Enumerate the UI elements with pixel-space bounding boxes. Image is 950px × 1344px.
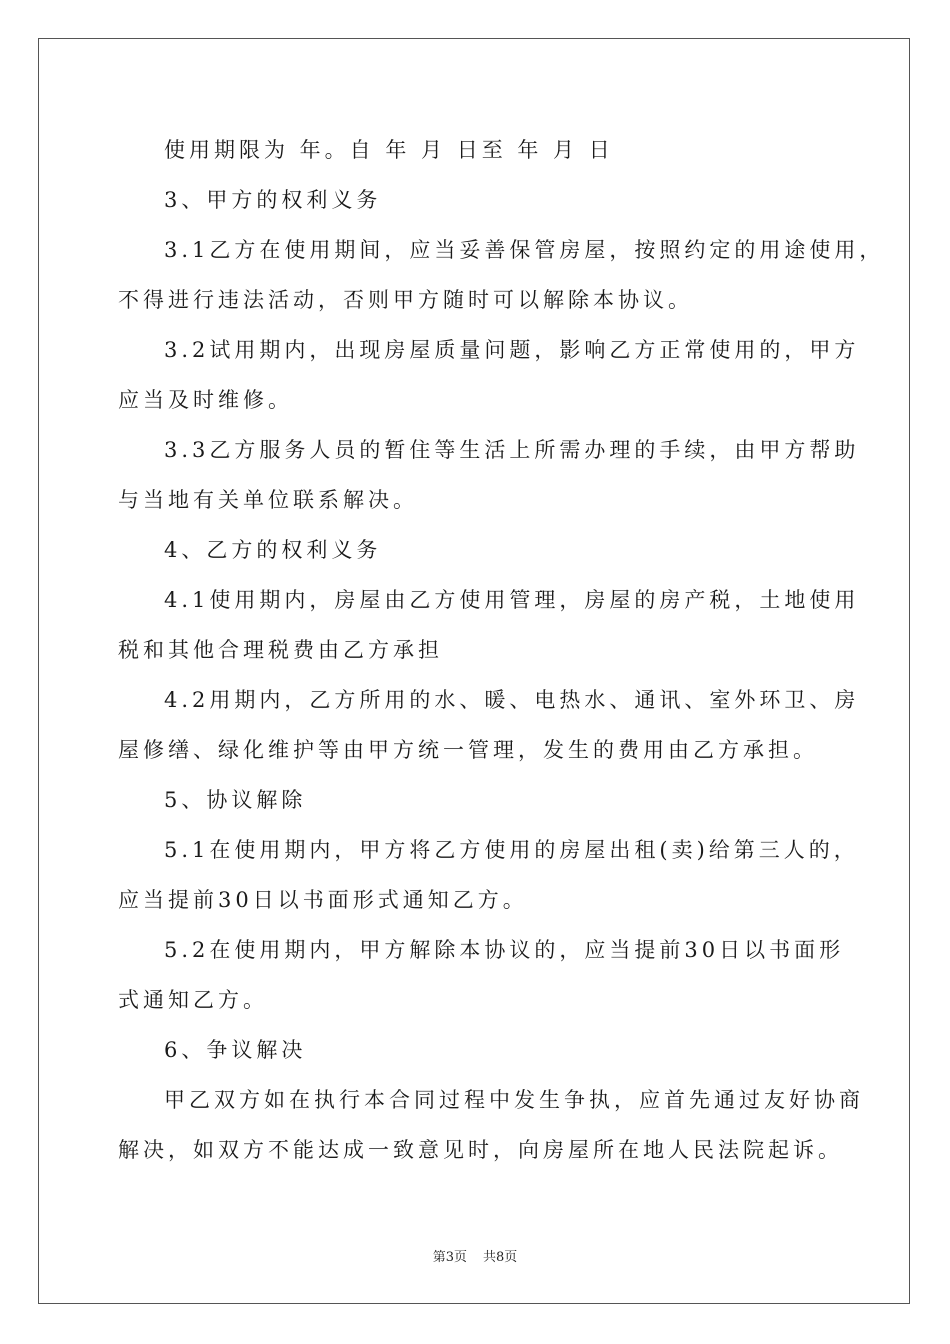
- document-line: 使用期限为 年。自 年 月 日至 年 月 日: [164, 138, 614, 162]
- document-line: 甲乙双方如在执行本合同过程中发生争执，应首先通过友好协商: [164, 1088, 864, 1112]
- document-line: 应当提前30日以书面形式通知乙方。: [118, 888, 528, 912]
- document-line: 屋修缮、绿化维护等由甲方统一管理，发生的费用由乙方承担。: [118, 738, 818, 762]
- page-footer: [0, 1246, 950, 1265]
- document-line: 5、协议解除: [164, 788, 307, 812]
- document-line: 4.1使用期内，房屋由乙方使用管理，房屋的房产税，土地使用: [164, 588, 860, 612]
- total-pages-label: 共8页: [483, 1250, 518, 1265]
- document-line: 4、乙方的权利义务: [164, 538, 382, 562]
- document-line: 3、甲方的权利义务: [164, 188, 382, 212]
- document-line: 不得进行违法活动，否则甲方随时可以解除本协议。: [118, 288, 693, 312]
- document-line: 4.2用期内，乙方所用的水、暖、电热水、通讯、室外环卫、房: [164, 688, 860, 712]
- document-line: 应当及时维修。: [118, 388, 293, 412]
- document-body: [118, 128, 885, 1178]
- document-line: 3.1乙方在使用期间，应当妥善保管房屋，按照约定的用途使用，: [164, 238, 885, 262]
- current-page-label: 第3页: [432, 1250, 467, 1265]
- document-line: 5.1在使用期内，甲方将乙方使用的房屋出租(卖)给第三人的，: [164, 838, 859, 862]
- document-line: 5.2在使用期内，甲方解除本协议的，应当提前30日以书面形: [164, 938, 845, 962]
- document-line: 3.2试用期内，出现房屋质量问题，影响乙方正常使用的，甲方: [164, 338, 860, 362]
- document-line: 解决，如双方不能达成一致意见时，向房屋所在地人民法院起诉。: [118, 1138, 843, 1162]
- document-line: 税和其他合理税费由乙方承担: [118, 638, 443, 662]
- document-line: 3.3乙方服务人员的暂住等生活上所需办理的手续，由甲方帮助: [164, 438, 860, 462]
- document-line: 与当地有关单位联系解决。: [118, 488, 418, 512]
- document-line: 6、争议解决: [164, 1038, 307, 1062]
- document-line: 式通知乙方。: [118, 988, 268, 1012]
